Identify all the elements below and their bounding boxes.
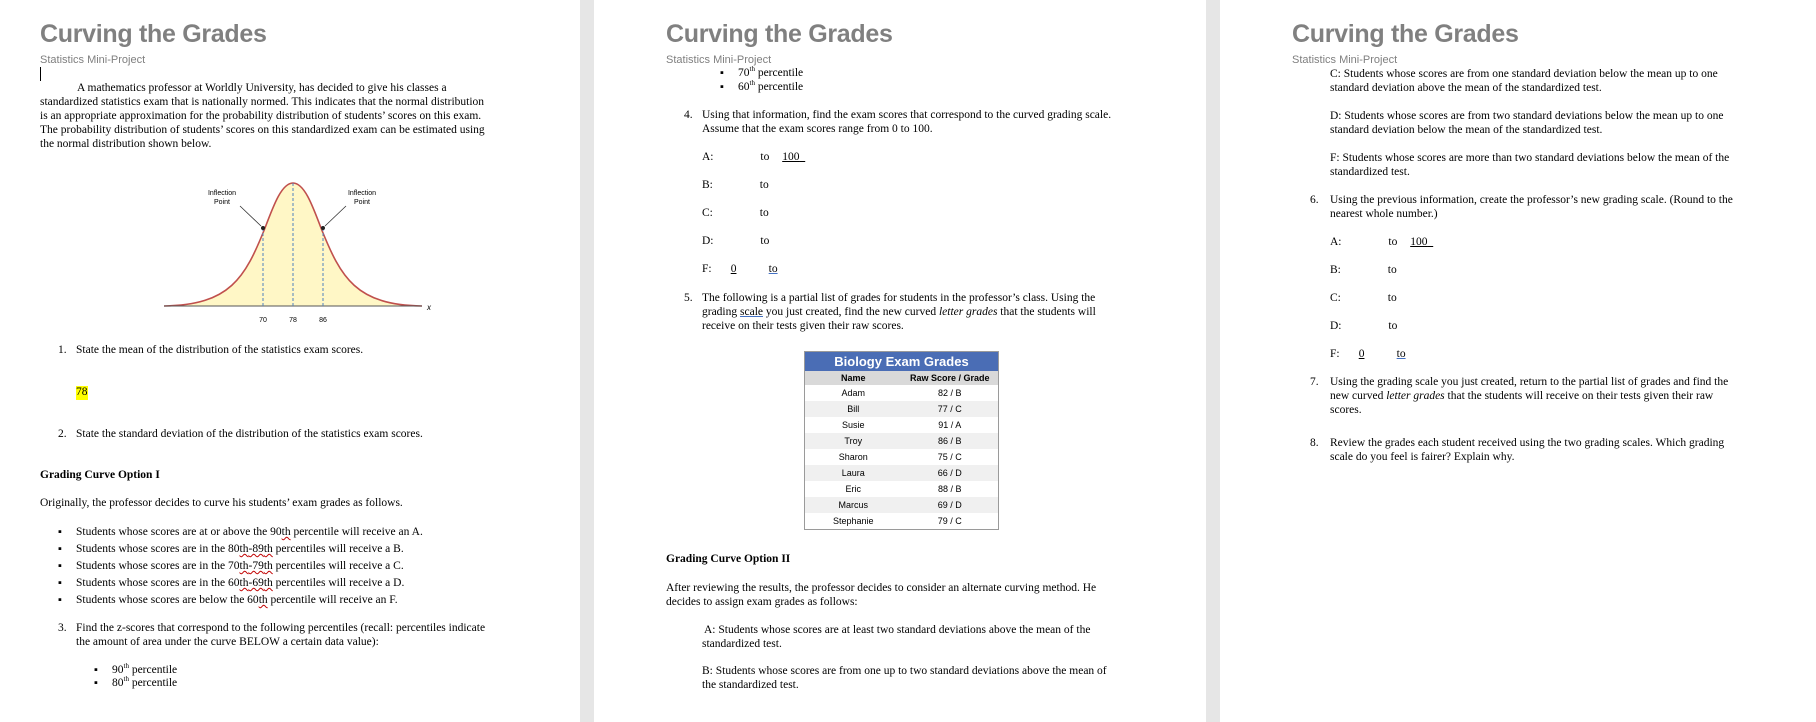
bullet-d: ▪ Students whose scores are in the 60th-69th percentiles will receive a D. bbox=[76, 577, 404, 591]
table-row bbox=[805, 385, 999, 401]
doc-subtitle: Statistics Mini-Project bbox=[1292, 54, 1398, 66]
bullet-f: ▪ Students whose scores are below the 60th percentile will receive an F. bbox=[76, 594, 398, 608]
biology-grades-table[interactable] bbox=[804, 351, 999, 530]
option-1-paragraph: Originally, the professor decides to curve his students’ exam grades as follows. bbox=[40, 497, 403, 509]
table-row bbox=[805, 481, 999, 497]
question-7-line: new curved letter grades that the students will receive on their tests given their raw bbox=[1330, 390, 1714, 402]
question-3-line: the amount of area under the curve BELOW a certain data value): bbox=[76, 636, 379, 648]
question-3-line: Find the z-scores that correspond to the following percentiles (recall: percentiles indicate bbox=[76, 622, 486, 634]
question-3-number: 3. bbox=[58, 622, 67, 634]
question-5-line: The following is a partial list of grades for students in the professor’s class. Using the bbox=[702, 292, 1096, 304]
intro-line: standardized statistics exam that is nationally normed. This indicates that the normal distribution bbox=[40, 96, 485, 108]
scale-row-b[interactable]: B: to bbox=[702, 179, 769, 191]
inflection-point-right bbox=[321, 226, 325, 230]
left-label-line1: Inflection bbox=[207, 190, 237, 197]
option-2-grade-a: A: Students whose scores are at least two standard deviations above the mean of the bbox=[704, 624, 1091, 636]
scale-row-f[interactable]: F: 0 to bbox=[702, 263, 778, 275]
question-4-number: 4. bbox=[684, 109, 693, 121]
scale-row-a[interactable]: A: to 100 bbox=[1330, 236, 1428, 248]
option-2-grade-c: standard deviation above the mean of the standardized test. bbox=[1330, 82, 1602, 94]
bullet-a: ▪ Students whose scores are at or above the 90th percentile will receive an A. bbox=[76, 526, 423, 540]
cell-score: 79 / C bbox=[937, 516, 962, 526]
option-2-grade-c: C: Students whose scores are from one standard deviation below the mean up to one bbox=[1330, 68, 1718, 80]
answer-1-highlighted[interactable]: 78 bbox=[76, 386, 88, 398]
doc-subtitle: Statistics Mini-Project bbox=[666, 54, 772, 66]
question-5-line: receive on their tests given their raw scores. bbox=[702, 320, 904, 332]
normal-distribution-graph[interactable] bbox=[160, 178, 440, 328]
inflection-point-left bbox=[261, 226, 265, 230]
question-5-line: grading scale you just created, find the new curved letter grades that the students will bbox=[702, 306, 1096, 318]
table-row bbox=[805, 513, 999, 530]
question-1: State the mean of the distribution of the statistics exam scores. bbox=[76, 344, 364, 356]
option-2-grade-a: standardized test. bbox=[702, 638, 782, 650]
tick-label-70: 70 bbox=[259, 317, 267, 324]
cell-name: Laura bbox=[841, 468, 865, 478]
intro-line: is an appropriate approximation for the probability distribution of students’ scores on this exam. bbox=[40, 110, 482, 122]
table-row bbox=[805, 417, 999, 433]
tick-label-78: 78 bbox=[289, 317, 297, 324]
cell-score: 77 / C bbox=[937, 404, 962, 414]
doc-subtitle: Statistics Mini-Project bbox=[40, 54, 146, 66]
scale-row-a[interactable]: A: to 100 bbox=[702, 151, 800, 163]
percentile-90: ▪ 90th percentile bbox=[112, 664, 177, 678]
percentile-80: ▪ 80th percentile bbox=[112, 677, 177, 691]
option-2-grade-b: the standardized test. bbox=[702, 679, 799, 691]
question-7-line: Using the grading scale you just created, return to the partial list of grades and find the bbox=[1330, 376, 1729, 388]
cell-score: 91 / A bbox=[938, 420, 962, 430]
document-page-3 bbox=[1220, 0, 1816, 722]
scale-row-c[interactable]: C: to bbox=[702, 207, 769, 219]
heading-option-1: Grading Curve Option I bbox=[40, 469, 160, 481]
question-4-line: Assume that the exam scores range from 0 to 100. bbox=[702, 123, 933, 135]
question-1-number: 1. bbox=[58, 344, 67, 356]
cell-score: 82 / B bbox=[937, 388, 962, 398]
right-label-pointer bbox=[325, 206, 346, 226]
cell-name: Susie bbox=[841, 420, 865, 430]
cell-name: Stephanie bbox=[832, 516, 874, 526]
question-4-line: Using that information, find the exam scores that correspond to the curved grading scale. bbox=[702, 109, 1112, 121]
option-2-grade-f: standardized test. bbox=[1330, 166, 1410, 178]
question-2-number: 2. bbox=[58, 428, 67, 440]
question-8-line: Review the grades each student received using the two grading scales. Which grading bbox=[1330, 437, 1725, 449]
cell-name: Marcus bbox=[838, 500, 868, 510]
table-title: Biology Exam Grades bbox=[805, 352, 999, 372]
question-6-line: nearest whole number.) bbox=[1330, 208, 1438, 220]
table-row bbox=[805, 401, 999, 417]
right-label-line2: Point bbox=[354, 199, 370, 206]
column-header-score: Raw Score / Grade bbox=[909, 373, 990, 383]
doc-title: Curving the Grades bbox=[40, 20, 267, 48]
option-2-grade-d: D: Students whose scores are from two standard deviations below the mean up to one bbox=[1330, 110, 1724, 122]
percentile-70: ▪ 70th percentile bbox=[738, 67, 803, 81]
cell-name: Sharon bbox=[838, 452, 868, 462]
cell-name: Eric bbox=[845, 484, 861, 494]
option-2-grade-f: F: Students whose scores are more than two standard deviations below the mean of the bbox=[1330, 152, 1730, 164]
text-cursor bbox=[40, 67, 41, 81]
cell-score: 86 / B bbox=[937, 436, 962, 446]
percentile-60: ▪ 60th percentile bbox=[738, 81, 803, 95]
cell-score: 66 / D bbox=[937, 468, 962, 478]
question-7-line: scores. bbox=[1330, 404, 1362, 416]
question-6-number: 6. bbox=[1310, 194, 1319, 206]
question-6-line: Using the previous information, create the professor’s new grading scale. (Round to the bbox=[1330, 194, 1733, 206]
left-label-line2: Point bbox=[214, 199, 230, 206]
right-label-line1: Inflection bbox=[347, 190, 377, 197]
scale-row-b[interactable]: B: to bbox=[1330, 264, 1397, 276]
cell-name: Troy bbox=[844, 436, 863, 446]
cell-score: 75 / C bbox=[937, 452, 962, 462]
table-row bbox=[805, 465, 999, 481]
option-2-paragraph: decides to assign exam grades as follows: bbox=[666, 596, 858, 608]
question-8-line: scale do you feel is fairer? Explain why. bbox=[1330, 451, 1515, 463]
question-5-number: 5. bbox=[684, 292, 693, 304]
left-label-pointer bbox=[240, 206, 261, 226]
bullet-b: ▪ Students whose scores are in the 80th-89th percentiles will receive a B. bbox=[76, 543, 404, 557]
document-page-1 bbox=[0, 0, 580, 722]
option-2-grade-b: B: Students whose scores are from one up to two standard deviations above the mean of bbox=[702, 665, 1107, 677]
bullet-c: ▪ Students whose scores are in the 70th-79th percentiles will receive a C. bbox=[76, 560, 404, 574]
scale-row-d[interactable]: D: to bbox=[1330, 320, 1398, 332]
cell-score: 88 / B bbox=[937, 484, 962, 494]
doc-title: Curving the Grades bbox=[1292, 20, 1519, 48]
table-row bbox=[805, 433, 999, 449]
question-8-number: 8. bbox=[1310, 437, 1319, 449]
column-header-name: Name bbox=[840, 373, 866, 383]
question-7-number: 7. bbox=[1310, 376, 1319, 388]
tick-label-86: 86 bbox=[319, 317, 327, 324]
scale-row-f[interactable]: F: 0 to bbox=[1330, 348, 1406, 360]
scale-row-c[interactable]: C: to bbox=[1330, 292, 1397, 304]
option-2-paragraph: After reviewing the results, the professor decides to consider an alternate curving method. He bbox=[666, 582, 1097, 594]
document-page-2 bbox=[594, 0, 1206, 722]
intro-line: The probability distribution of students’ scores on this standardized exam can be estimated using bbox=[40, 124, 485, 136]
x-axis-label: x bbox=[427, 303, 431, 312]
doc-title: Curving the Grades bbox=[666, 20, 893, 48]
intro-line: the normal distribution shown below. bbox=[40, 138, 212, 150]
table-row bbox=[805, 449, 999, 465]
table-row bbox=[805, 497, 999, 513]
intro-line: A mathematics professor at Worldly University, has decided to give his classes a bbox=[77, 82, 447, 94]
cell-name: Bill bbox=[847, 404, 860, 414]
scale-row-d[interactable]: D: to bbox=[702, 235, 770, 247]
cell-score: 69 / D bbox=[937, 500, 962, 510]
cell-name: Adam bbox=[841, 388, 865, 398]
option-2-grade-d: standard deviation below the mean of the standardized test. bbox=[1330, 124, 1603, 136]
heading-option-2: Grading Curve Option II bbox=[666, 553, 791, 565]
question-2: State the standard deviation of the distribution of the statistics exam scores. bbox=[76, 428, 423, 440]
